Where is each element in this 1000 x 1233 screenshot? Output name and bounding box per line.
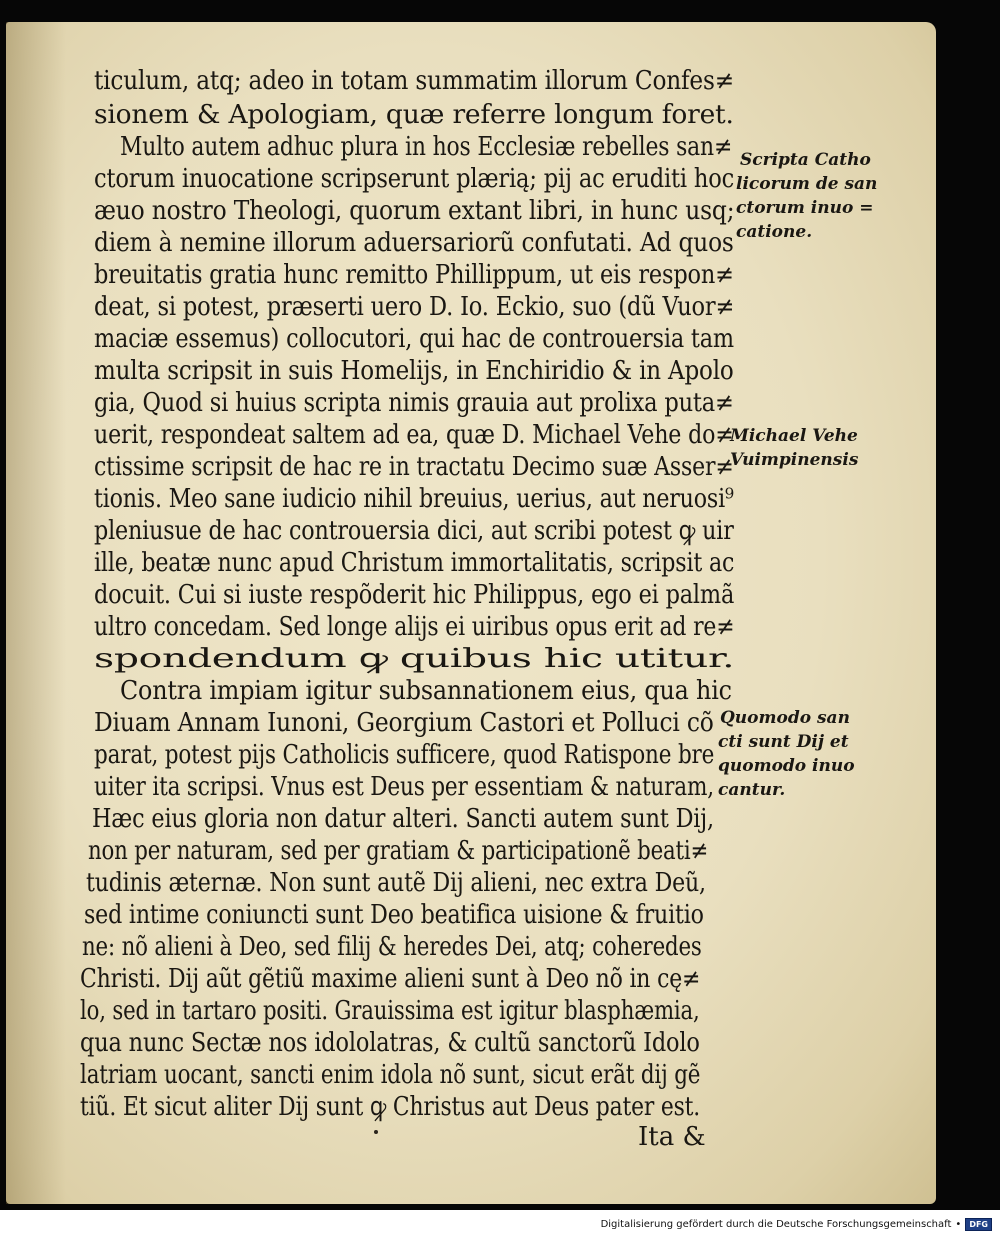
text-line: lo, sed in tartaro positi. Grauissima est igitur blasphæmia, (80, 996, 700, 1026)
text-line: Multo autem adhuc plura in hos Ecclesiæ rebelles san≠ (120, 132, 733, 162)
separator-bullet: • (955, 1218, 962, 1230)
margin-note: cti sunt Dij et (718, 732, 849, 752)
text-line: ctorum inuocatione scripserunt plærią; pij ac eruditi hoc (94, 164, 735, 194)
text-line: pleniusue de hac controuersia dici, aut scribi potest ꝙ uir (94, 516, 734, 546)
text-line: Hæc eius gloria non datur alteri. Sancti autem sunt Dij, (92, 804, 714, 834)
text-line: uiter ita scripsi. Vnus est Deus per essentiam & naturam, (94, 772, 714, 802)
margin-note: Vuimpinensis (730, 450, 859, 470)
text-line: ille, beatæ nunc apud Christum immortalitatis, scripsit ac (94, 548, 735, 578)
text-line: spondendum ꝙ quibus hic utitur. (94, 644, 735, 674)
text-line: multa scripsit in suis Homelijs, in Enchiridio & in Apolo (94, 356, 734, 386)
margin-note: Quomodo san (720, 708, 850, 728)
text-line: docuit. Cui si iuste respõderit hic Philippus, ego ei palmã (94, 580, 735, 610)
text-line: sionem & Apologiam, quæ referre longum foret. (94, 100, 734, 130)
margin-note: cantur. (718, 780, 786, 800)
margin-note: Scripta Catho (740, 150, 871, 170)
text-line: qua nunc Sectæ nos idololatras, & cultũ sanctorũ Idolo (80, 1028, 700, 1058)
text-line: æuo nostro Theologi, quorum extant libri, in hunc usq; (94, 196, 735, 226)
digitization-credit (601, 1216, 992, 1232)
book-page (6, 22, 936, 1204)
text-line: latriam uocant, sancti enim idola nõ sunt, sicut erãt dij gẽ (80, 1060, 701, 1090)
text-line: gia, Quod si huius scripta nimis grauia aut prolixa puta≠ (94, 388, 734, 418)
text-line: tudinis æternæ. Non sunt autẽ Dij alieni, nec extra Deũ, (86, 868, 706, 898)
catchword: Ita & (638, 1122, 706, 1152)
ink-speck (374, 1130, 378, 1134)
margin-note: catione. (736, 222, 813, 242)
text-line: uerit, respondeat saltem ad ea, quæ D. Michael Vehe do≠ (94, 420, 734, 450)
text-line: ctissime scripsit de hac re in tractatu Decimo suæ Asser≠ (94, 452, 734, 482)
text-line: deat, si potest, præserti uero D. Io. Eckio, suo (dũ Vuor≠ (94, 292, 735, 322)
text-line: ultro concedam. Sed longe alijs ei uiribus opus erit ad re≠ (94, 612, 735, 642)
text-line: maciæ essemus) collocutori, qui hac de controuersia tam (94, 324, 734, 354)
text-line: ne: nõ alieni à Deo, sed filij & heredes Dei, atq; coheredes (82, 932, 702, 962)
credit-text: Digitalisierung gefördert durch die Deutsche Forschungsgemeinschaft (600, 1218, 952, 1230)
text-line: parat, potest pijs Catholicis sufficere, quod Ratispone bre (94, 740, 715, 770)
text-line: breuitatis gratia hunc remitto Phillippum, ut eis respon≠ (94, 260, 734, 290)
text-line: Contra impiam igitur subsannationem eius, qua hic (120, 676, 732, 706)
text-line: sed intime coniuncti sunt Deo beatifica uisione & fruitio (84, 900, 704, 930)
text-line: ticulum, atq; adeo in totam summatim illorum Confes≠ (94, 66, 734, 96)
text-line: tiũ. Et sicut aliter Dij sunt ꝙ Christus aut Deus pater est. (80, 1092, 701, 1122)
margin-note: licorum de san (736, 174, 878, 194)
text-line: non per naturam, sed per gratiam & participationẽ beati≠ (88, 836, 709, 866)
text-line: tionis. Meo sane iudicio nihil breuius, uerius, aut neruosi⁹ (94, 484, 734, 514)
margin-note: quomodo inuo (718, 756, 855, 776)
text-line: Christi. Dij aũt gẽtiũ maxime alieni sunt à Deo nõ in cę≠ (80, 964, 701, 994)
margin-note: ctorum inuo = (736, 198, 874, 218)
margin-note: Michael Vehe (730, 426, 858, 446)
text-line: Diuam Annam Iunoni, Georgium Castori et Polluci cõ (94, 708, 714, 738)
dfg-logo: DFG (965, 1218, 992, 1231)
text-line: diem à nemine illorum aduersariorũ confutati. Ad quos (94, 228, 734, 258)
